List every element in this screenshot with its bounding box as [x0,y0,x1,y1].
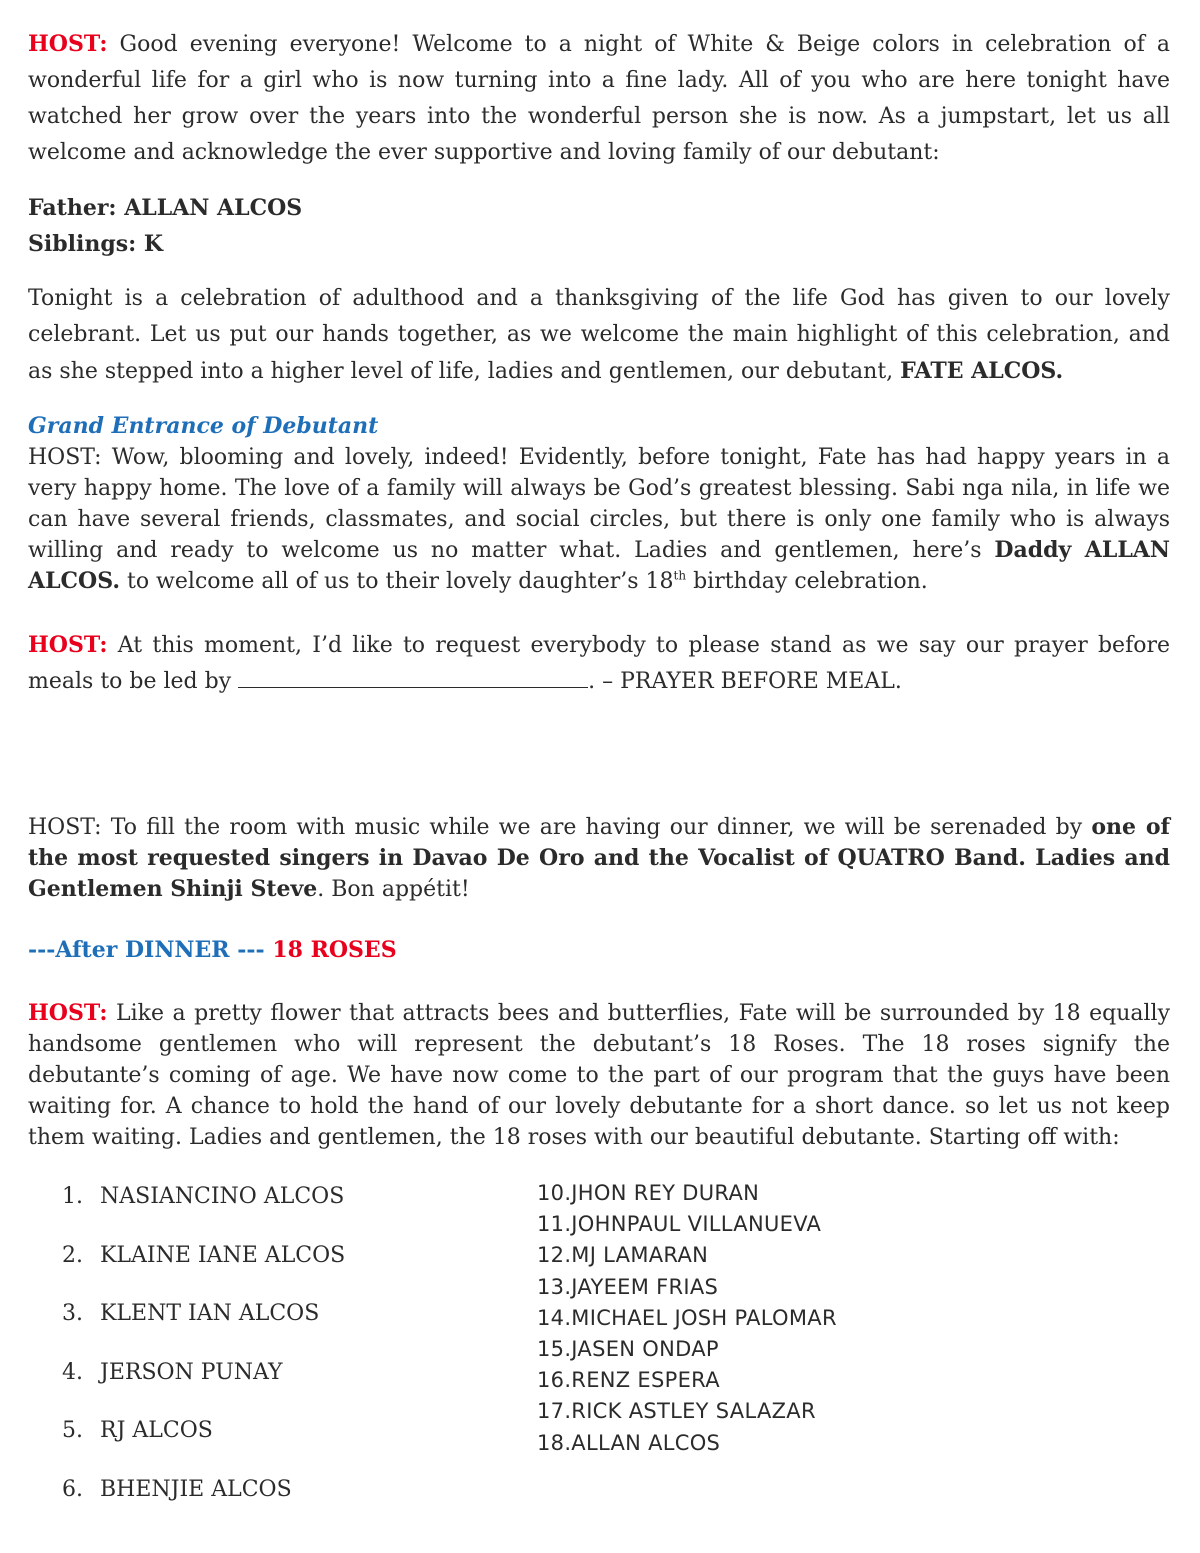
dinner-word: DINNER [124,937,230,963]
dinner-text: HOST: To fill the room with music while we are having our dinner, we will be serenaded by [28,815,1092,840]
father-name: ALLAN ALCOS [124,195,303,221]
grand-entrance-text-after: to welcome all of us to their lovely daughter’s 18 [119,569,674,594]
list-item: 17.RICK ASTLEY SALAZAR [537,1399,816,1424]
host-label: HOST: [28,31,108,57]
list-number: 2. [62,1242,83,1268]
father-label: Father: [28,195,125,221]
daddy-name: Daddy ALLAN ALCOS. [28,537,1170,594]
host-label: HOST: [28,1000,108,1026]
prayer-text: At this moment, I’d like to request everybody to please stand as we say our prayer before meals to be led by [28,633,1170,694]
after-dinner-prefix: ---After [28,937,125,963]
list-item: 13.JAYEEM FRIAS [537,1274,719,1299]
list-item [62,1471,345,1530]
grand-entrance-paragraph [28,442,1170,597]
roses-list-right [537,1178,837,1459]
list-item [62,1412,345,1471]
superscript-th: th [673,568,687,583]
rose-name: KLENT IAN ALCOS [100,1301,320,1326]
celebration-text: Tonight is a celebration of adulthood and a thanksgiving of the life God has given to our lovely celebrant. Let us put our hands together, as we welcome the main highlight of this celebration, and as she stepped into a higher level of life, ladies and gentlemen, our debutant, [28,286,1170,384]
after-dinner-separator: --- [229,937,273,963]
celebration-paragraph [28,281,1170,390]
list-item: 11.JOHNPAUL VILLANUEVA [537,1212,822,1237]
list-number: 4. [62,1359,83,1385]
host-label: HOST: [28,632,108,658]
singer-intro: one of the most requested singers in Davao De Oro and the Vocalist of QUATRO Band. Ladies and Gentlemen Shinji Steve [28,814,1170,902]
list-item: 12.MJ LAMARAN [537,1243,709,1268]
list-number: 3. [62,1301,83,1326]
roses-text: Like a pretty flower that attracts bees and butterflies, Fate will be surrounded by 18 equally handsome gentlemen who will represent the debutant’s 18 Roses. The 18 roses signify the debutante’s coming of age. We have now come to the part of our program that the guys have been waiting for. A chance to hold the hand of our lovely debutante for a short dance. so let us not keep them waiting. Ladies and gentlemen, the 18 roses with our beautiful debutante. Starting off with: [28,1001,1170,1150]
list-item [62,1354,345,1413]
list-item: 14.MICHAEL JOSH PALOMAR [537,1305,837,1330]
rose-name: RJ ALCOS [100,1418,213,1443]
prayer-paragraph [28,630,1170,697]
roses-list-left [62,1178,345,1529]
after-dinner-heading [28,935,1170,966]
father-line [28,190,1170,227]
rose-name: KLAINE IANE ALCOS [100,1242,346,1268]
rose-name: BHENJIE ALCOS [100,1476,292,1502]
list-item: 18.ALLAN ALCOS [537,1430,721,1455]
list-item [62,1178,345,1237]
siblings-label: Siblings: [28,231,144,257]
list-item: 10.JHON REY DURAN [537,1181,760,1205]
grand-entrance-text: HOST: Wow, blooming and lovely, indeed! Evidently, before tonight, Fate has had happy years in a very happy home. The love of a family will always be God’s greatest blessing. Sabi nga nila, in life we can have several friends, classmates, and social circles, but there is only one family who is always willing and ready to welcome us no matter what. Ladies and gentlemen, here’s [28,445,1170,563]
grand-entrance-text-end: birthday celebration. [686,569,928,594]
dinner-text-after: . Bon appétit! [317,877,470,902]
siblings-name: K [143,231,164,257]
prayer-text-after: . – PRAYER BEFORE MEAL. [588,669,902,694]
list-item [62,1295,345,1354]
prayer-leader-blank [238,661,588,688]
grand-entrance-heading [28,408,1170,445]
dinner-paragraph [28,812,1170,905]
list-item: 15.JASEN ONDAP [537,1336,719,1361]
rose-name: NASIANCINO ALCOS [100,1184,345,1209]
debutant-name: FATE ALCOS. [900,358,1064,384]
rose-name: JERSON PUNAY [100,1359,283,1385]
list-item [62,1237,345,1296]
list-number: 1. [62,1184,83,1209]
grand-entrance-title: Grand Entrance of Debutant [28,413,379,439]
intro-text: Good evening everyone! Welcome to a night of White & Beige colors in celebration of a wonderful life for a girl who is now turning into a fine lady. All of you who are here tonight have watched her grow over the years into the wonderful person she is now. As a jumpstart, let us all welcome and acknowledge the ever supportive and loving family of our debutant: [28,32,1170,165]
list-number: 5. [62,1418,83,1443]
siblings-line [28,226,1170,263]
roses-paragraph [28,998,1170,1153]
intro-paragraph [28,26,1170,171]
list-number: 6. [62,1476,83,1502]
roses-label: 18 ROSES [272,937,397,963]
list-item: 16.RENZ ESPERA [537,1368,720,1393]
